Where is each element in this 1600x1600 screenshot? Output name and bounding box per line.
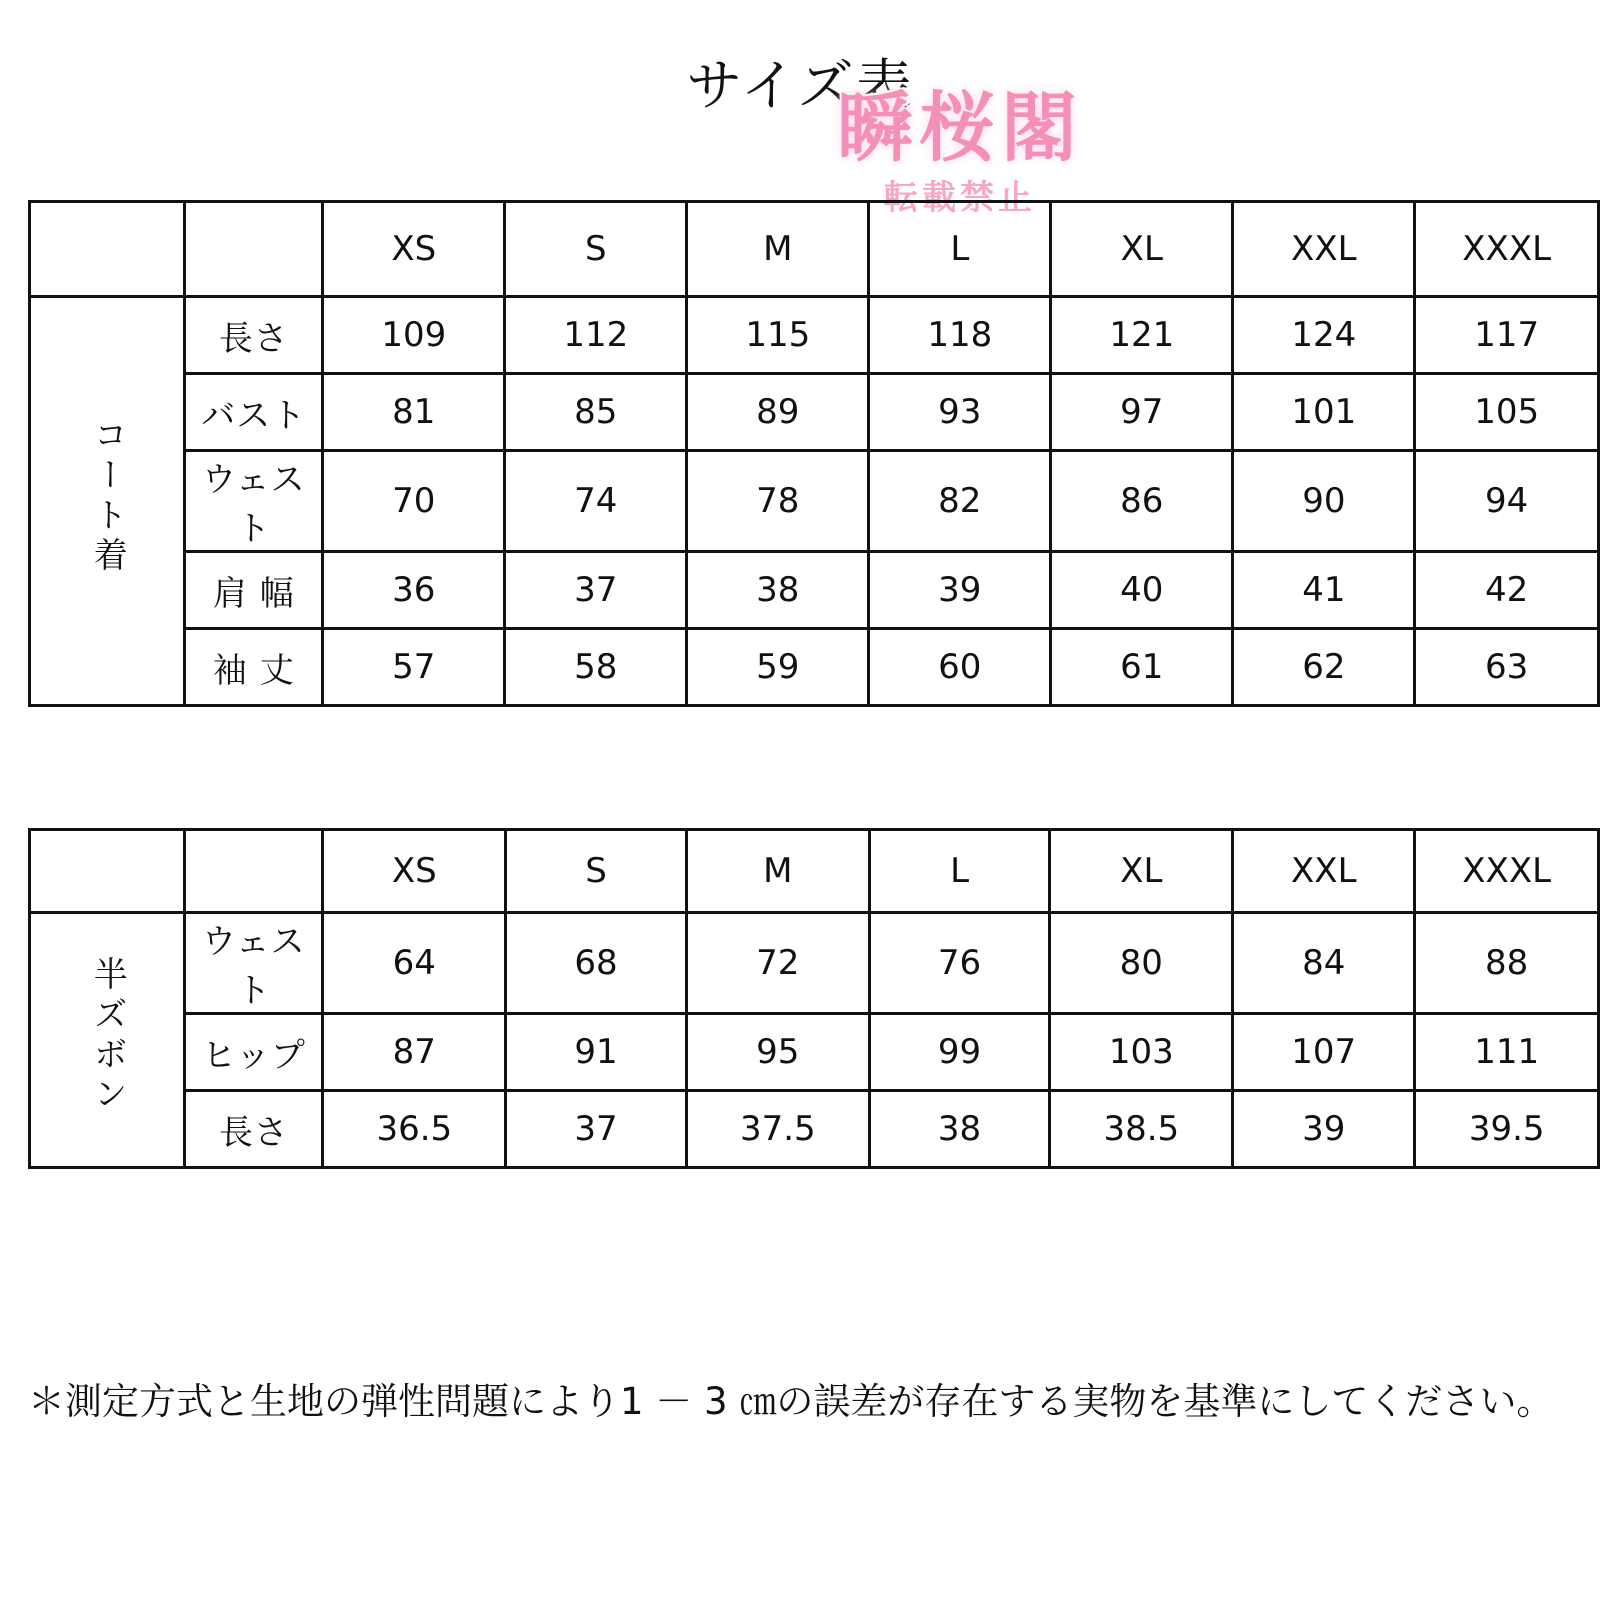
cell-shoulder-xxl: 41 xyxy=(1233,552,1415,629)
cell-waist-xl: 80 xyxy=(1050,913,1233,1014)
cell-length-xl: 121 xyxy=(1051,297,1233,374)
table-header-row xyxy=(30,830,1599,913)
header-size-xl: XL xyxy=(1051,202,1233,297)
metric-label-length: 長さ xyxy=(185,297,323,374)
cell-hip-l: 99 xyxy=(869,1014,1050,1091)
measurement-note: ＊測定方式と生地の弾性問題により1 － 3 ㎝の誤差が存在する実物を基準にしてください。 xyxy=(28,1380,1554,1423)
cell-length-xl: 38.5 xyxy=(1050,1091,1233,1168)
table-row xyxy=(30,913,1599,1014)
header-size-xs: XS xyxy=(323,202,505,297)
cell-sleeve-xs: 57 xyxy=(323,629,505,706)
cell-waist-xxxl: 94 xyxy=(1415,451,1599,552)
cell-shoulder-xl: 40 xyxy=(1051,552,1233,629)
cell-length-m: 115 xyxy=(687,297,869,374)
cell-sleeve-xl: 61 xyxy=(1051,629,1233,706)
coat-group-label: コート着 xyxy=(30,297,185,706)
shorts-group-label: 半ズボン xyxy=(30,913,185,1168)
cell-waist-xs: 64 xyxy=(323,913,506,1014)
cell-bust-s: 85 xyxy=(505,374,687,451)
header-size-s: S xyxy=(506,830,687,913)
header-size-l: L xyxy=(869,202,1051,297)
cell-length-xs: 109 xyxy=(323,297,505,374)
cell-waist-xxl: 90 xyxy=(1233,451,1415,552)
cell-shoulder-l: 39 xyxy=(869,552,1051,629)
header-size-xl: XL xyxy=(1050,830,1233,913)
cell-shoulder-s: 37 xyxy=(505,552,687,629)
table-header-row xyxy=(30,202,1599,297)
cell-waist-m: 72 xyxy=(686,913,869,1014)
header-size-xxxl: XXXL xyxy=(1415,830,1599,913)
cell-waist-s: 74 xyxy=(505,451,687,552)
shorts-size-table xyxy=(28,828,1600,1169)
cell-waist-xs: 70 xyxy=(323,451,505,552)
header-size-xxl: XXL xyxy=(1233,202,1415,297)
cell-hip-xxxl: 111 xyxy=(1415,1014,1599,1091)
cell-waist-xxxl: 88 xyxy=(1415,913,1599,1014)
watermark-main-text: 瞬桜閣 xyxy=(837,83,1083,172)
cell-length-s: 112 xyxy=(505,297,687,374)
header-size-xxxl: XXXL xyxy=(1415,202,1599,297)
cell-length-xxl: 124 xyxy=(1233,297,1415,374)
cell-bust-xs: 81 xyxy=(323,374,505,451)
cell-hip-xl: 103 xyxy=(1050,1014,1233,1091)
cell-bust-xxxl: 105 xyxy=(1415,374,1599,451)
metric-label-length: 長さ xyxy=(185,1091,323,1168)
metric-label-sleeve: 袖 丈 xyxy=(185,629,323,706)
cell-waist-xl: 86 xyxy=(1051,451,1233,552)
cell-length-xxl: 39 xyxy=(1233,1091,1415,1168)
metric-label-hip: ヒップ xyxy=(185,1014,323,1091)
header-size-xxl: XXL xyxy=(1233,830,1415,913)
cell-sleeve-m: 59 xyxy=(687,629,869,706)
table-row xyxy=(30,1091,1599,1168)
header-blank-metric xyxy=(185,830,323,913)
cell-bust-l: 93 xyxy=(869,374,1051,451)
cell-hip-xs: 87 xyxy=(323,1014,506,1091)
watermark-sub-text: 転載禁止 xyxy=(884,177,1036,218)
header-size-s: S xyxy=(505,202,687,297)
header-size-m: M xyxy=(686,830,869,913)
cell-bust-xl: 97 xyxy=(1051,374,1233,451)
header-blank-group xyxy=(30,202,185,297)
cell-length-xs: 36.5 xyxy=(323,1091,506,1168)
metric-label-shoulder: 肩 幅 xyxy=(185,552,323,629)
cell-waist-l: 82 xyxy=(869,451,1051,552)
metric-label-bust: バスト xyxy=(185,374,323,451)
cell-sleeve-s: 58 xyxy=(505,629,687,706)
cell-waist-s: 68 xyxy=(506,913,687,1014)
cell-sleeve-xxl: 62 xyxy=(1233,629,1415,706)
cell-hip-m: 95 xyxy=(686,1014,869,1091)
cell-waist-xxl: 84 xyxy=(1233,913,1415,1014)
cell-waist-m: 78 xyxy=(687,451,869,552)
cell-shoulder-xs: 36 xyxy=(323,552,505,629)
cell-bust-m: 89 xyxy=(687,374,869,451)
cell-length-s: 37 xyxy=(506,1091,687,1168)
header-blank-metric xyxy=(185,202,323,297)
table-row xyxy=(30,552,1599,629)
header-size-l: L xyxy=(869,830,1050,913)
cell-shoulder-xxxl: 42 xyxy=(1415,552,1599,629)
table-row xyxy=(30,451,1599,552)
metric-label-waist: ウェスト xyxy=(185,913,323,1014)
cell-sleeve-l: 60 xyxy=(869,629,1051,706)
header-size-m: M xyxy=(687,202,869,297)
cell-length-xxxl: 117 xyxy=(1415,297,1599,374)
table-row xyxy=(30,297,1599,374)
cell-hip-xxl: 107 xyxy=(1233,1014,1415,1091)
page-title: サイズ表 xyxy=(686,54,914,119)
cell-bust-xxl: 101 xyxy=(1233,374,1415,451)
cell-length-xxxl: 39.5 xyxy=(1415,1091,1599,1168)
cell-waist-l: 76 xyxy=(869,913,1050,1014)
cell-hip-s: 91 xyxy=(506,1014,687,1091)
table-row xyxy=(30,374,1599,451)
coat-size-table xyxy=(28,200,1600,707)
cell-shoulder-m: 38 xyxy=(687,552,869,629)
header-size-xs: XS xyxy=(323,830,506,913)
cell-sleeve-xxxl: 63 xyxy=(1415,629,1599,706)
cell-length-l: 118 xyxy=(869,297,1051,374)
header-blank-group xyxy=(30,830,185,913)
table-row xyxy=(30,629,1599,706)
cell-length-l: 38 xyxy=(869,1091,1050,1168)
table-row xyxy=(30,1014,1599,1091)
cell-length-m: 37.5 xyxy=(686,1091,869,1168)
metric-label-waist: ウェスト xyxy=(185,451,323,552)
